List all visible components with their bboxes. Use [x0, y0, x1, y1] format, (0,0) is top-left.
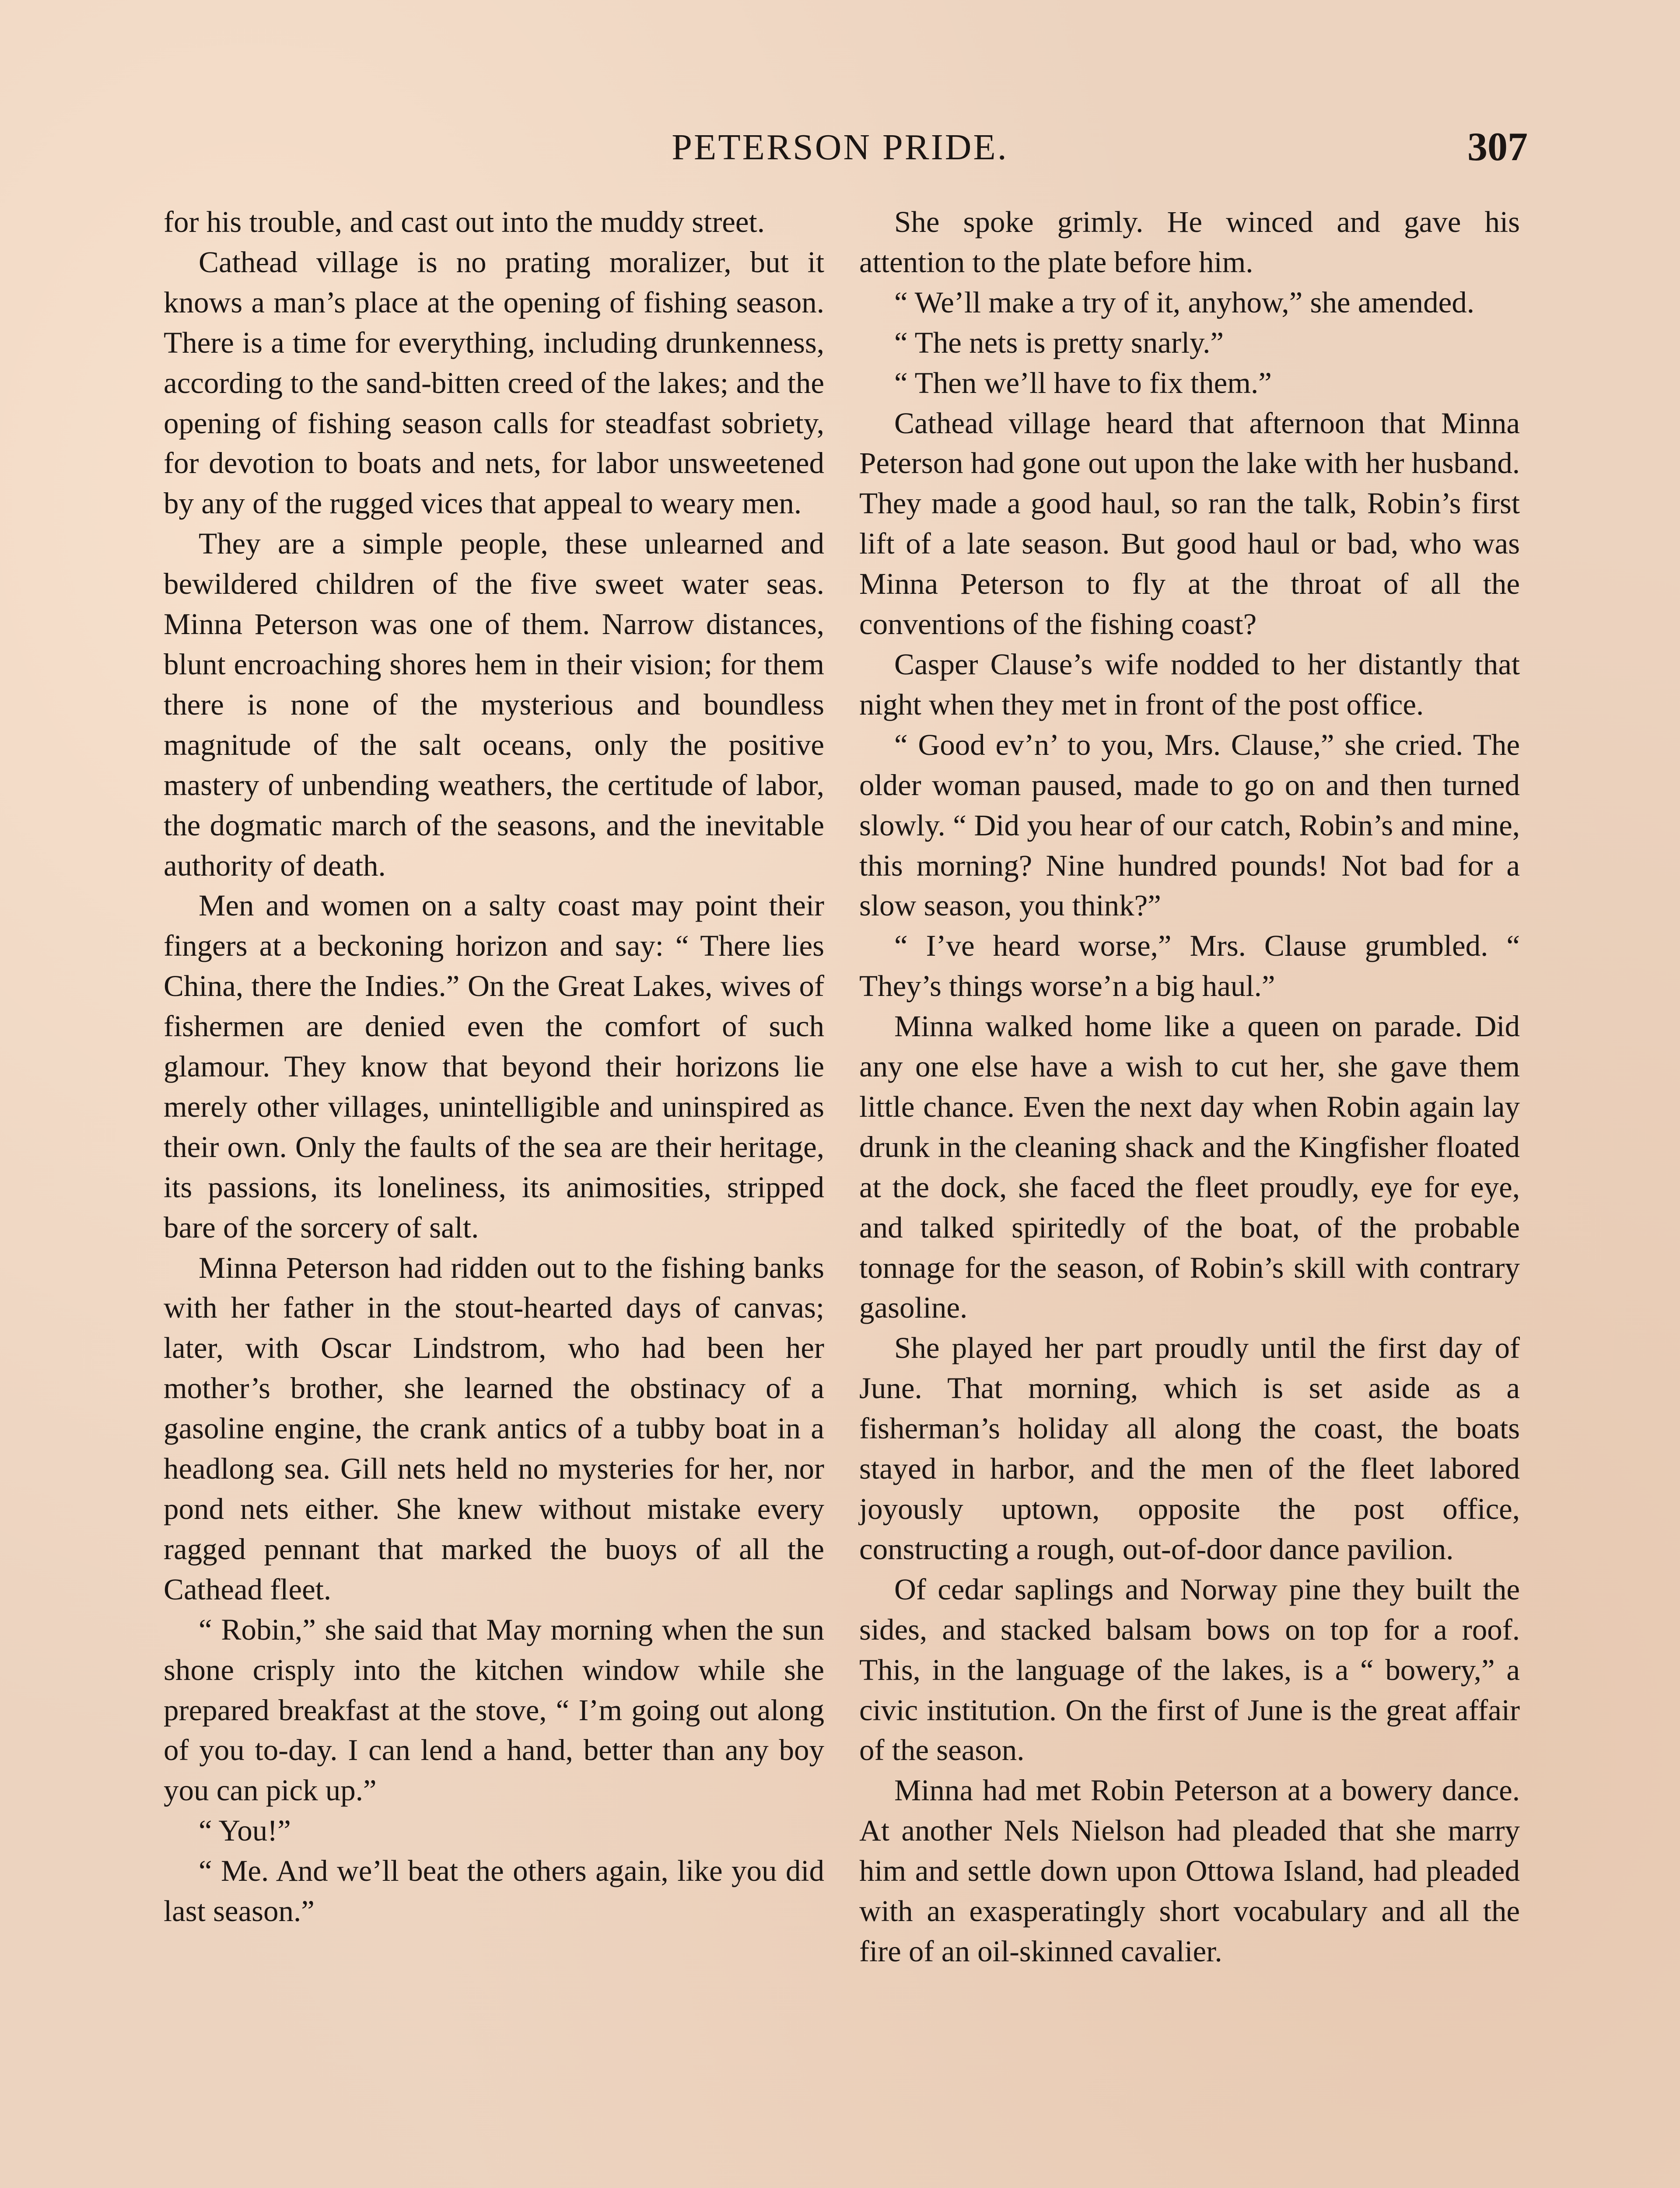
- running-title: PETERSON PRIDE.: [672, 127, 1008, 168]
- paragraph: “ We’ll make a try of it, anyhow,” she amended.: [894, 285, 1475, 319]
- paragraph: “ Me. And we’ll beat the others again, like you did last season.”: [164, 1854, 824, 1928]
- page-number: 307: [1467, 124, 1528, 169]
- paragraph: Minna Peterson had ridden out to the fishing banks with her father in the stout-hearted days of canvas; later, with Oscar Lindstrom, who had been her mother’s brother, she learned the obstinacy of a gasoline engine, the crank antics of a tubby boat in a headlong sea. Gill nets held no mysteries for her, nor pond nets either. She knew without mistake every ragged pennant that marked the buoys of all the Cathead fleet.: [164, 1251, 824, 1606]
- paragraph: Casper Clause’s wife nodded to her distantly that night when they met in front of the post office.: [859, 647, 1520, 721]
- paragraph: She played her part proudly until the first day of June. That morning, which is set aside as a fisherman’s holiday all along the coast, the boats stayed in harbor, and the men of the fleet labored joyously uptown, opposite the post office, constructing a rough, out-of-door dance pavilion.: [859, 1331, 1520, 1566]
- paragraph: “ Robin,” she said that May morning when the sun shone crisply into the kitchen window while she prepared breakfast at the stove, “ I’m going out along of you to-day. I can lend a hand, better than any boy you can pick up.”: [164, 1613, 824, 1807]
- paragraph: “ You!”: [199, 1814, 291, 1848]
- paragraph: “ I’ve heard worse,” Mrs. Clause grumbled. “ They’s things worse’n a big haul.”: [859, 929, 1520, 1003]
- paragraph: Minna had met Robin Peterson at a bowery dance. At another Nels Nielson had pleaded that she marry him and settle down upon Ottowa Island, had pleaded with an exasperatingly short vocabulary and all the fire of an oil-skinned cavalier.: [859, 1774, 1520, 1968]
- left-column: [164, 202, 824, 1932]
- paragraph: “ Good ev’n’ to you, Mrs. Clause,” she cried. The older woman paused, made to go on and then turned slowly. “ Did you hear of our catch, Robin’s and mine, this morning? Nine hundred pounds! Not bad for a slow season, you think?”: [859, 728, 1520, 922]
- paragraph: Minna walked home like a queen on parade. Did any one else have a wish to cut her, she gave them little chance. Even the next day when Robin again lay drunk in the cleaning shack and the Kingfisher floated at the dock, she faced the fleet proudly, eye for eye, and talked spiritedly of the boat, of the probable tonnage for the season, of Robin’s skill with contrary gasoline.: [859, 1010, 1520, 1325]
- paragraph: Cathead village is no prating moralizer, but it knows a man’s place at the opening of fishing season. There is a time for everything, including drunkenness, according to the sand-bitten creed of the lakes; and the opening of fishing season calls for steadfast sobriety, for devotion to boats and nets, for labor unsweetened by any of the rugged vices that appeal to weary men.: [164, 245, 824, 520]
- paragraph: Cathead village heard that afternoon that Minna Peterson had gone out upon the lake with her husband. They made a good haul, so ran the talk, Robin’s first lift of a late season. But good haul or bad, who was Minna Peterson to fly at the throat of all the conventions of the fishing coast?: [859, 406, 1520, 641]
- paragraph: She spoke grimly. He winced and gave his attention to the plate before him.: [859, 205, 1520, 279]
- paragraph: for his trouble, and cast out into the muddy street.: [164, 205, 765, 238]
- paragraph: They are a simple people, these unlearned and bewildered children of the five sweet water seas. Minna Peterson was one of them. Narrow distances, blunt encroaching shores hem in their vision; for them there is none of the mysterious and boundless magnitude of the salt oceans, only the positive mastery of unbending weathers, the certitude of labor, the dogmatic march of the seasons, and the inevitable authority of death.: [164, 527, 824, 882]
- paragraph: Of cedar saplings and Norway pine they built the sides, and stacked balsam bows on top for a roof. This, in the language of the lakes, is a “ bowery,” a civic institution. On the first of June is the great affair of the season.: [859, 1572, 1520, 1767]
- right-column: [859, 202, 1520, 1972]
- page-header: [0, 126, 1680, 174]
- paragraph: “ The nets is pretty snarly.”: [894, 326, 1224, 359]
- paragraph: “ Then we’ll have to fix them.”: [894, 366, 1272, 400]
- paragraph: Men and women on a salty coast may point their fingers at a beckoning horizon and say: “ There lies China, there the Indies.” On the Great Lakes, wives of fishermen are denied even the comfort of such glamour. They know that beyond their horizons lie merely other villages, unintelligible and uninspired as their own. Only the faults of the sea are their heritage, its passions, its loneliness, its animosities, stripped bare of the sorcery of salt.: [164, 889, 824, 1244]
